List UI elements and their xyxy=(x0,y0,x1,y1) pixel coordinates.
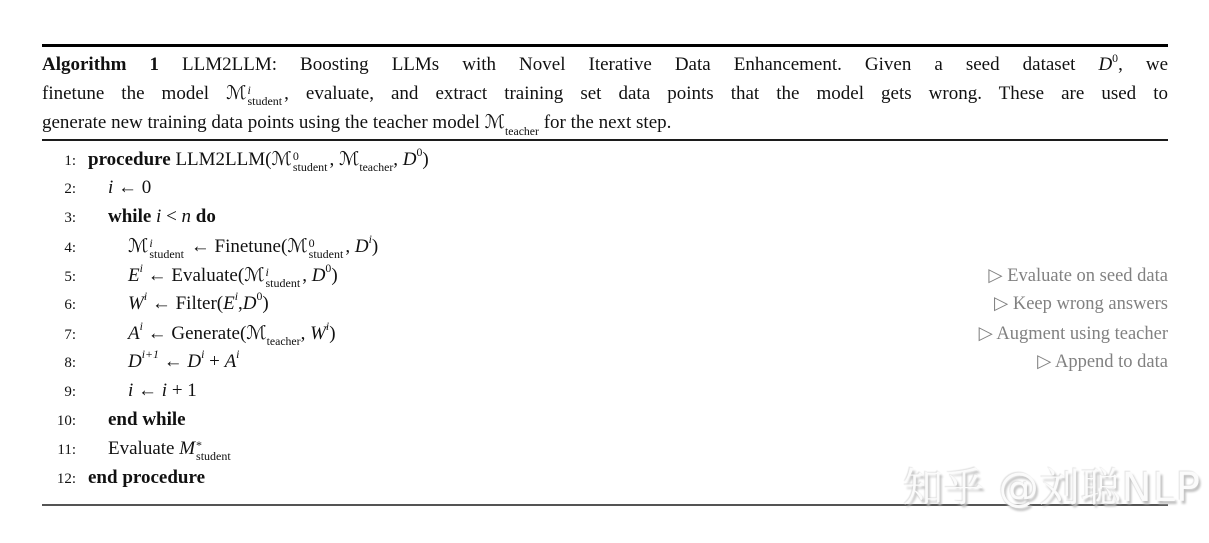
stacked-scripts: i student xyxy=(247,83,283,108)
line-number: 12: xyxy=(56,470,76,487)
line-number: 11: xyxy=(57,441,76,458)
caption-line: Algorithm 1 LLM2LLM: Boosting LLMs with Novel Iterative Data Enhancement. Given a seed dataset $D^0$, we xyxy=(42,51,1168,75)
algorithm-body xyxy=(42,141,1168,496)
stacked-scripts: * student xyxy=(196,437,231,463)
stacked-scripts: 0 student xyxy=(308,235,344,261)
line-comment: ▷ Append to data xyxy=(1037,351,1168,372)
top-rule xyxy=(42,44,1168,47)
line-number: 8: xyxy=(64,354,76,371)
stacked-scripts: 0 student xyxy=(292,148,328,174)
algorithm-line xyxy=(42,264,1168,293)
caption-line: generate new training data points using the teacher model ℳ$_{teacher}$ for the next step. xyxy=(42,111,672,138)
algorithm-line xyxy=(42,235,1168,264)
line-code: $E^i$ ← Evaluate(ℳ i student , $D^0$) xyxy=(128,262,338,290)
line-comment: ▷ Augment using teacher xyxy=(978,323,1168,344)
line-number: 2: xyxy=(64,180,76,197)
algorithm-line xyxy=(42,348,1168,380)
line-number: 7: xyxy=(64,326,76,343)
line-comment: ▷ Keep wrong answers xyxy=(994,293,1168,314)
algorithm-line xyxy=(42,322,1168,351)
algorithm-line xyxy=(42,148,1168,177)
algorithm-box xyxy=(42,44,1168,506)
line-code: while i < n do xyxy=(108,205,216,227)
zhihu-watermark: 知乎 @刘聪NLP xyxy=(902,465,1201,511)
line-number: 6: xyxy=(64,296,76,313)
algorithm-line xyxy=(42,380,1168,409)
algorithm-caption xyxy=(42,50,1168,137)
line-code: end procedure xyxy=(88,466,205,488)
line-number: 1: xyxy=(64,152,76,169)
line-code: end while xyxy=(108,408,186,430)
line-code: $W^i$ ← $Filter(E^i,D^0)$ xyxy=(128,290,269,314)
algorithm-line xyxy=(42,177,1168,206)
line-number: 3: xyxy=(64,209,76,226)
line-code: procedure LLM2LLM(ℳ 0 student , ℳ$_{teacher}$, $D^0$) xyxy=(88,146,429,175)
line-number: 9: xyxy=(64,383,76,400)
algorithm-line xyxy=(42,206,1168,235)
line-number: 10: xyxy=(56,412,76,429)
line-comment: ▷ Evaluate on seed data xyxy=(988,265,1168,286)
algorithm-line xyxy=(42,409,1168,438)
line-code: $A^i$ ← Generate(ℳ$_{teacher}$, $W^i$) xyxy=(128,320,336,349)
line-number: 5: xyxy=(64,268,76,285)
line-code: i ← i + 1 xyxy=(128,379,197,401)
line-code: ℳ i student ← Finetune(ℳ 0 student , $D^i$) xyxy=(128,233,379,261)
caption-line: finetune the model ℳ i student , evaluate, and extract training set data points that the model gets wrong. These are used to xyxy=(42,82,1168,108)
stacked-scripts: i student xyxy=(149,235,184,261)
line-code: $D^{i+1}$ ← $D^i + A^i$ xyxy=(128,348,240,372)
line-number: 4: xyxy=(64,239,76,256)
line-code: Evaluate M * student xyxy=(108,437,231,463)
line-code: i ← 0 xyxy=(108,176,152,198)
stacked-scripts: i student xyxy=(265,264,301,290)
algorithm-line xyxy=(42,290,1168,322)
